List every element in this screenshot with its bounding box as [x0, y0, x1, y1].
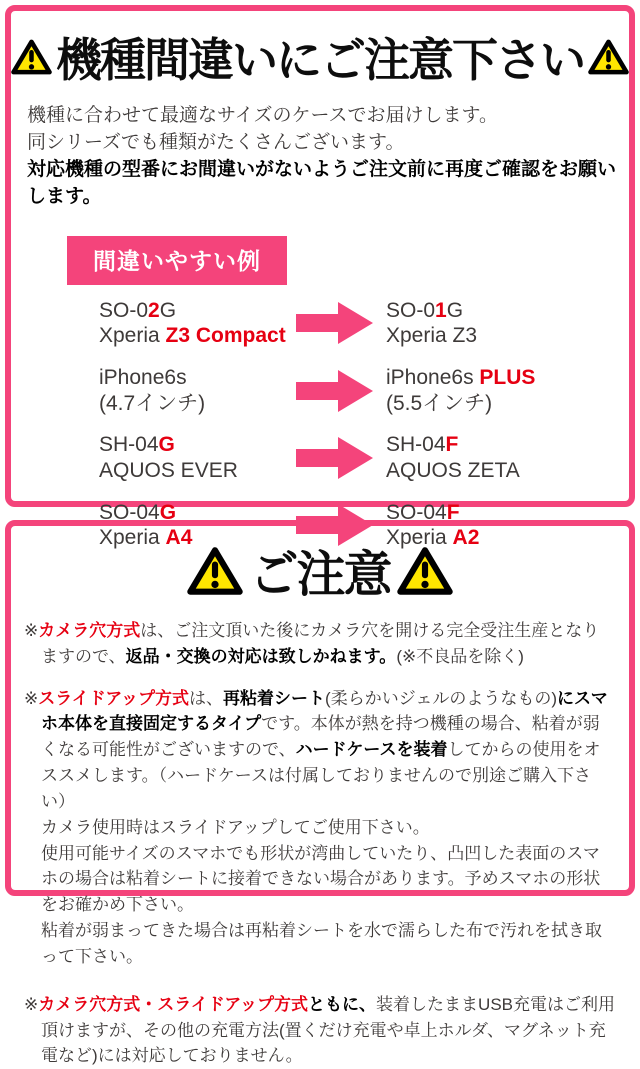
note-slide-up-method: ※スライドアップ方式は、再粘着シート(柔らかいジェルのようなもの)にスマホ本体を直接固定するタイプです。本体が熱を持つ機種の場合、粘着が弱くなる可能性がございますので、ハードケースを装着してからの使用をオススメします。（ハードケースは付属しておりませんので別途ご購入下さい） カメラ使用時はスライドアップしてご使用下さい。 使用可能サイズのスマホでも形状が湾曲していたり、凸凹した表面のスマホの場合は粘着シートに接着できない場合があります。予めスマホの形状をお確かめ下さい。 粘着が弱まってきた場合は再粘着シートを水で濡らした布で汚れを拭き取って下さい。	[24, 688, 608, 966]
model-number: SO-04F	[386, 500, 460, 524]
model-number: SO-02G	[99, 298, 177, 322]
wrong-model	[99, 432, 296, 483]
wrong-model	[99, 365, 296, 416]
model-name: AQUOS EVER	[99, 458, 238, 482]
example-row	[99, 298, 629, 349]
model-number: SH-04F	[386, 433, 459, 457]
caution-panel	[5, 520, 635, 1066]
warning-icon	[588, 26, 629, 88]
arrow-right-icon	[296, 436, 374, 480]
warning-icon	[397, 546, 453, 596]
model-number: iPhone6s	[99, 366, 187, 390]
model-warning-panel	[5, 5, 635, 550]
correct-model	[386, 432, 629, 483]
model-name: (4.7インチ)	[99, 391, 206, 415]
arrow-right-icon	[296, 301, 374, 345]
correct-model	[386, 500, 629, 551]
note-camera-hole-method: ※カメラ穴方式は、ご注文頂いた後にカメラ穴を開ける完全受注生産となりますので、返品・交換の対応は致しかねます。(※不良品を除く)	[24, 621, 600, 666]
wrong-model	[99, 298, 296, 349]
example-row	[99, 365, 629, 416]
model-name: Xperia Z3	[386, 324, 478, 348]
model-name: Xperia A2	[386, 526, 480, 550]
model-warning-header	[11, 24, 629, 90]
mistake-examples-list	[11, 298, 629, 551]
correct-model	[386, 365, 629, 416]
model-number: SO-01G	[386, 298, 464, 322]
model-name: AQUOS ZETA	[386, 458, 520, 482]
model-number: SH-04G	[99, 433, 175, 457]
caution-title: ご注意	[249, 548, 391, 602]
model-name: (5.5インチ)	[386, 391, 493, 415]
intro-text: 機種に合わせて最適なサイズのケースでお届けします。 同シリーズでも種類がたくさんございます。 対応機種の型番にお間違いがないようご注文前に再度ご確認をお願いします。	[27, 105, 617, 207]
example-row	[99, 432, 629, 483]
model-name: Xperia A4	[99, 526, 193, 550]
arrow-right-icon	[296, 369, 374, 413]
model-number: iPhone6s PLUS	[386, 366, 536, 390]
model-number: SO-04G	[99, 500, 177, 524]
caution-notes	[24, 618, 616, 1069]
model-name: Xperia Z3 Compact	[99, 324, 286, 348]
panel-title: 機種間違いにご注意下さい	[56, 34, 584, 86]
mistake-examples-label: 間違いやすい例	[67, 236, 287, 285]
note-charging: ※カメラ穴方式・スライドアップ方式ともに、装着したままUSB充電はご利用頂けますが、その他の充電方法(置くだけ充電や卓上ホルダ、マグネット充電など)には対応しておりません。	[24, 994, 616, 1066]
correct-model	[386, 298, 629, 349]
warning-icon	[187, 546, 243, 596]
warning-icon	[11, 26, 52, 88]
